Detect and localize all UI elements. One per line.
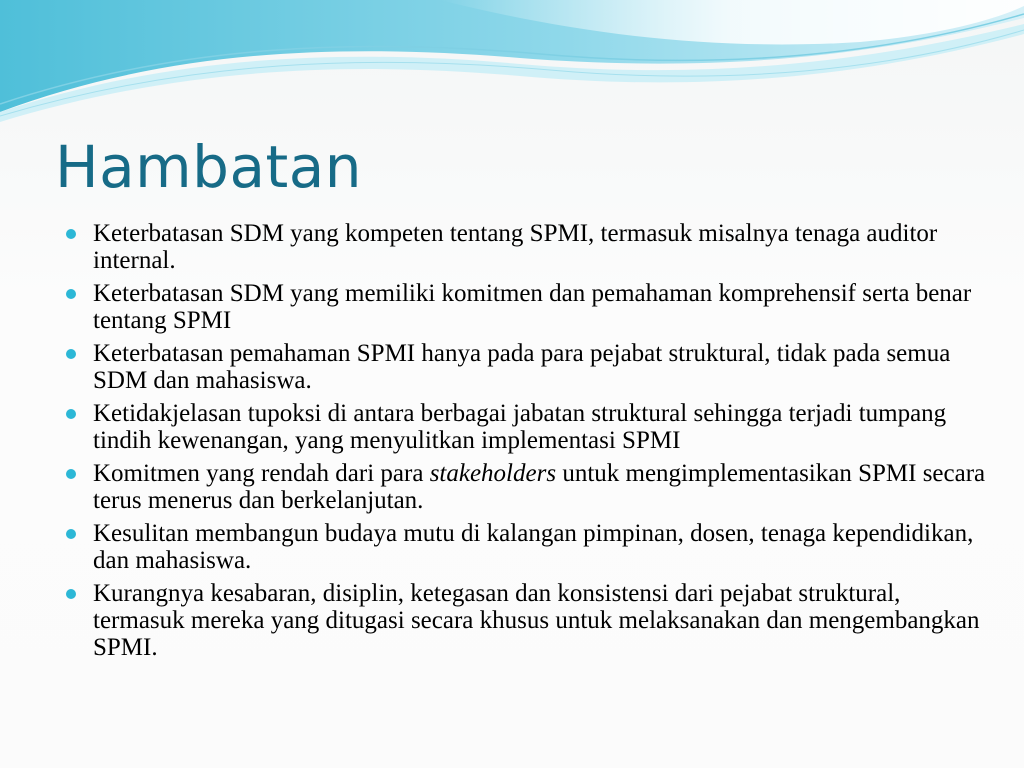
bullet-dot-icon	[66, 469, 76, 479]
bullet-text: Keterbatasan SDM yang kompeten tentang SPMI, termasuk misalnya tenaga auditor internal.	[93, 220, 938, 274]
bullet-text: Ketidakjelasan tupoksi di antara berbagai jabatan struktural sehingga terjadi tumpang tindih kewenangan, yang menyulitkan implementasi SPMI	[93, 400, 947, 454]
bullet-item	[93, 400, 993, 454]
bullet-text-post: untuk mengimplementasikan SPMI secara terus menerus dan berkelanjutan.	[93, 460, 986, 514]
bullet-list	[93, 220, 993, 667]
bullet-dot-icon	[66, 229, 76, 239]
bullet-text: Kesulitan membangun budaya mutu di kalangan pimpinan, dosen, tenaga kependidikan, dan mahasiswa.	[93, 520, 974, 574]
header-wave-decoration	[0, 0, 1024, 130]
bullet-dot-icon	[66, 589, 76, 599]
bullet-item	[93, 220, 993, 274]
bullet-item	[93, 520, 993, 574]
slide-title: Hambatan	[55, 133, 363, 201]
bullet-text-emphasis: stakeholders	[429, 460, 557, 487]
bullet-dot-icon	[66, 409, 76, 419]
bullet-text: Keterbatasan SDM yang memiliki komitmen dan pemahaman komprehensif serta benar tentang SPMI	[93, 280, 972, 334]
bullet-dot-icon	[66, 289, 76, 299]
bullet-text-pre: Komitmen yang rendah dari para	[93, 460, 430, 487]
bullet-item	[93, 580, 993, 661]
bullet-text: Keterbatasan pemahaman SPMI hanya pada para pejabat struktural, tidak pada semua SDM dan mahasiswa.	[93, 340, 951, 394]
bullet-dot-icon	[66, 349, 76, 359]
bullet-item	[93, 340, 993, 394]
bullet-item	[93, 280, 993, 334]
bullet-item	[93, 460, 993, 514]
bullet-dot-icon	[66, 529, 76, 539]
bullet-text: Kurangnya kesabaran, disiplin, ketegasan dan konsistensi dari pejabat struktural, termasuk mereka yang ditugasi secara khusus untuk melaksanakan dan mengembangkan SPMI.	[93, 580, 980, 661]
